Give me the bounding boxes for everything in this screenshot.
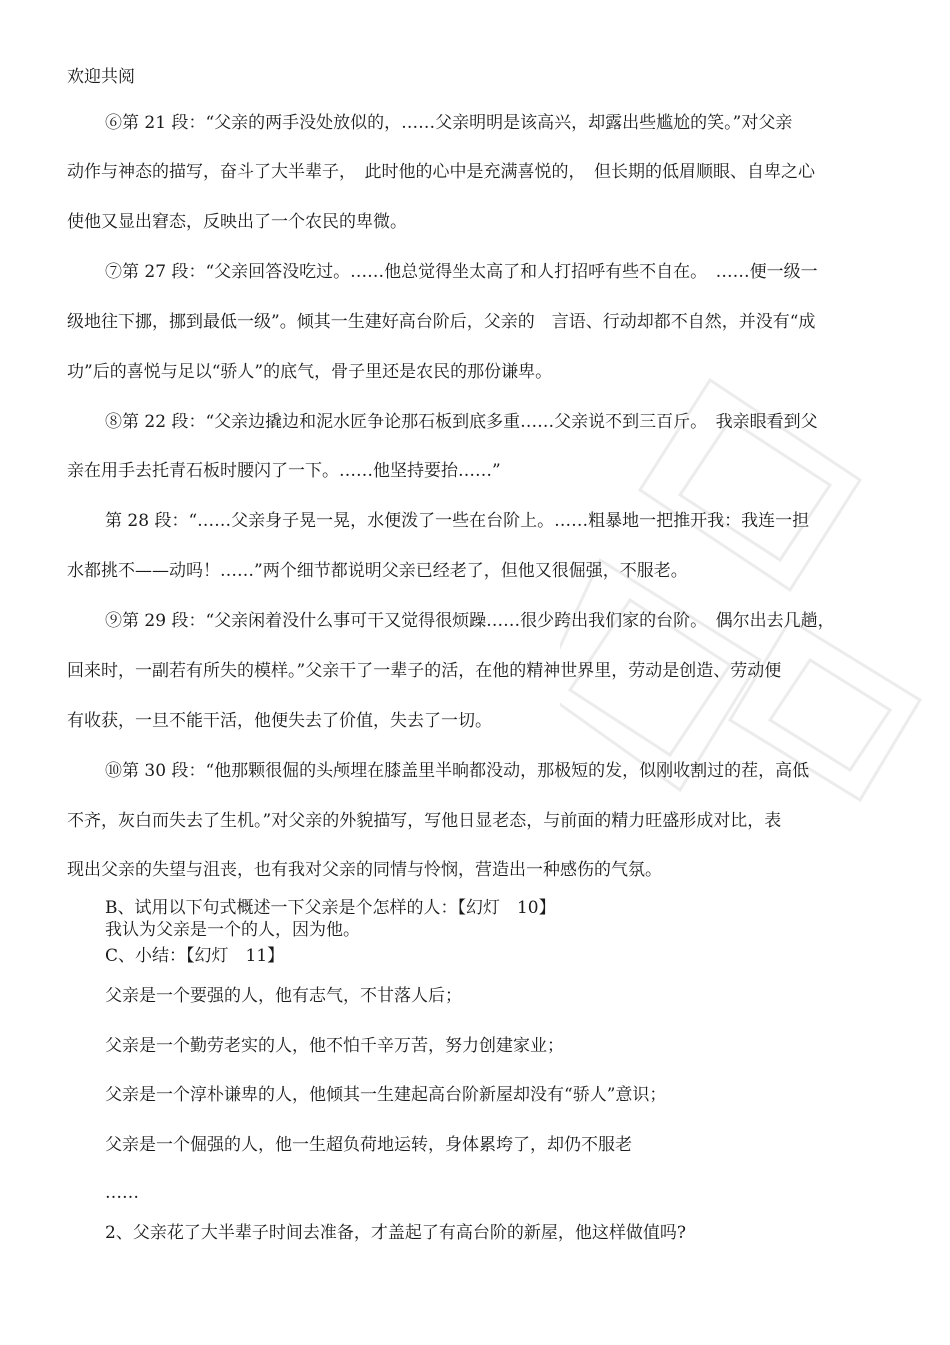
- paragraph-line: 功”后的喜悦与足以“骄人”的底气，骨子里还是农民的那份谦卑。: [67, 362, 553, 382]
- summary-item: 父亲是一个淳朴谦卑的人，他倾其一生建起高台阶新屋却没有“骄人”意识；: [105, 1085, 667, 1105]
- section-b-prompt: B、试用以下句式概述一下父亲是个怎样的人：【幻灯 10】: [105, 898, 556, 918]
- paragraph-line: 不齐，灰白而失去了生机。”对父亲的外貌描写，写他日显老态，与前面的精力旺盛形成对比，表: [67, 811, 782, 831]
- paragraph-line: 第 28 段：“……父亲身子晃一晃，水便泼了一些在台阶上。……粗暴地一把推开我：我连一担: [105, 511, 810, 531]
- question-2: 2、父亲花了大半辈子时间去准备，才盖起了有高台阶的新屋，他这样做值吗?: [105, 1223, 686, 1243]
- paragraph-line: 动作与神态的描写，奋斗了大半辈子， 此时他的心中是充满喜悦的， 但长期的低眉顺眼、自卑之心: [67, 162, 815, 182]
- section-b-sentence: 我认为父亲是一个的人，因为他。: [105, 920, 360, 940]
- paragraph-line: ⑥第 21 段：“父亲的两手没处放似的，……父亲明明是该高兴，却露出些尴尬的笑。”对父亲: [105, 113, 793, 133]
- paragraph-line: 现出父亲的失望与沮丧，也有我对父亲的同情与怜悯，营造出一种感伤的气氛。: [67, 860, 662, 880]
- paragraph-line: ⑨第 29 段：“父亲闲着没什么事可干又觉得很烦躁……很少跨出我们家的台阶。 偶尔出去几趟，: [105, 611, 835, 631]
- section-c-title: C、小结：【幻灯 11】: [105, 946, 285, 966]
- paragraph-line: 级地往下挪，挪到最低一级”。倾其一生建好高台阶后，父亲的 言语、行动却都不自然，并没有“成: [67, 312, 816, 332]
- paragraph-line: ⑩第 30 段：“他那颗很倔的头颅埋在膝盖里半晌都没动，那极短的发，似刚收割过的茬，高低: [105, 761, 810, 781]
- page-header: 欢迎共阅: [67, 67, 135, 87]
- paragraph-line: ⑦第 27 段：“父亲回答没吃过。……他总觉得坐太高了和人打招呼有些不自在。 ……便一级一: [105, 262, 818, 282]
- summary-item: 父亲是一个要强的人，他有志气，不甘落人后；: [105, 986, 462, 1006]
- summary-ellipsis: ……: [105, 1183, 139, 1203]
- paragraph-line: 回来时，一副若有所失的模样。”父亲干了一辈子的活，在他的精神世界里，劳动是创造、劳动便: [67, 661, 782, 681]
- paragraph-line: 有收获，一旦不能干活，他便失去了价值，失去了一切。: [67, 711, 492, 731]
- paragraph-line: 亲在用手去托青石板时腰闪了一下。……他坚持要抬……”: [67, 461, 501, 481]
- paragraph-line: 水都挑不——动吗！……”两个细节都说明父亲已经老了，但他又很倔强，不服老。: [67, 561, 688, 581]
- paragraph-line: ⑧第 22 段：“父亲边撬边和泥水匠争论那石板到底多重……父亲说不到三百斤。 我亲眼看到父: [105, 412, 818, 432]
- paragraph-line: 使他又显出窘态，反映出了一个农民的卑微。: [67, 212, 407, 232]
- summary-item: 父亲是一个倔强的人，他一生超负荷地运转，身体累垮了，却仍不服老: [105, 1135, 632, 1155]
- summary-item: 父亲是一个勤劳老实的人，他不怕千辛万苦，努力创建家业；: [105, 1036, 564, 1056]
